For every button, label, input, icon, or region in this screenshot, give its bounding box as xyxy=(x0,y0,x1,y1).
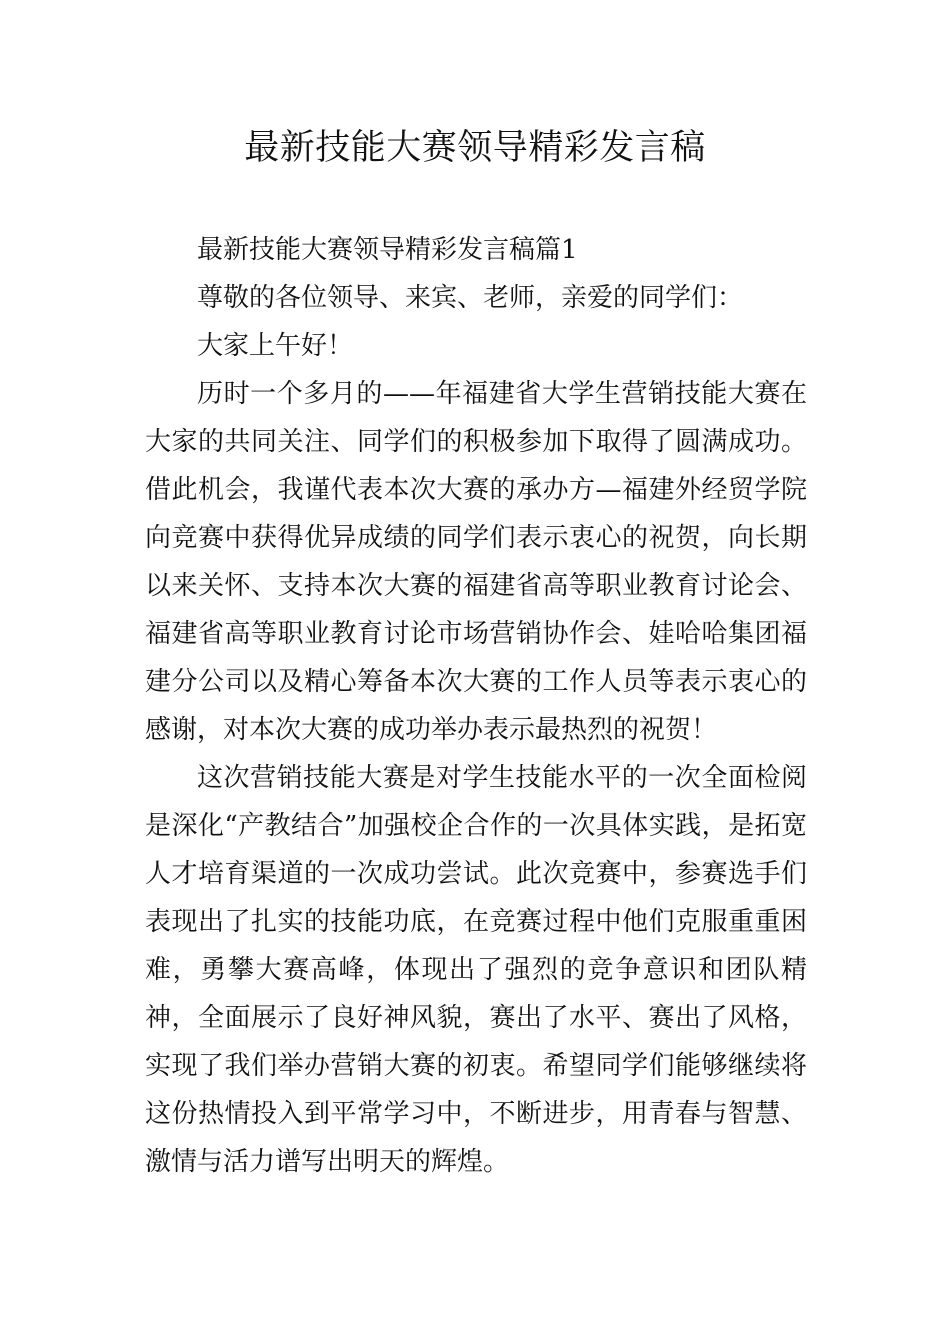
document-body xyxy=(145,226,807,1186)
greeting: 大家上午好！ xyxy=(197,331,354,361)
body-paragraph: 这次营销技能大赛是对学生技能水平的一次全面检阅是深化“产教结合”加强校企合作的一次具体实践，是拓宽人才培育渠道的一次成功尝试。此次竞赛中，参赛选手们表现出了扎实的技能功底，在竞赛过程中他们克服重重困难，勇攀大赛高峰，体现出了强烈的竞争意识和团队精神，全面展示了良好神风貌，赛出了水平、赛出了风格，实现了我们举办营销大赛的初衷。希望同学们能够继续将这份热情投入到平常学习中，不断进步，用青春与智慧、激情与活力谱写出明天的辉煌。 xyxy=(145,763,807,1177)
salutation: 尊敬的各位领导、来宾、老师，亲爱的同学们： xyxy=(197,283,744,313)
document-title: 最新技能大赛领导精彩发言稿 xyxy=(244,128,706,168)
section-heading: 最新技能大赛领导精彩发言稿篇1 xyxy=(197,235,578,265)
body-paragraph: 历时一个多月的——年福建省大学生营销技能大赛在大家的共同关注、同学们的积极参加下取得了圆满成功。借此机会，我谨代表本次大赛的承办方—福建外经贸学院向竞赛中获得优异成绩的同学们表示衷心的祝贺，向长期以来关怀、支持本次大赛的福建省高等职业教育讨论会、福建省高等职业教育讨论市场营销协作会、娃哈哈集团福建分公司以及精心筹备本次大赛的工作人员等表示衷心的感谢，对本次大赛的成功举办表示最热烈的祝贺！ xyxy=(145,379,807,745)
